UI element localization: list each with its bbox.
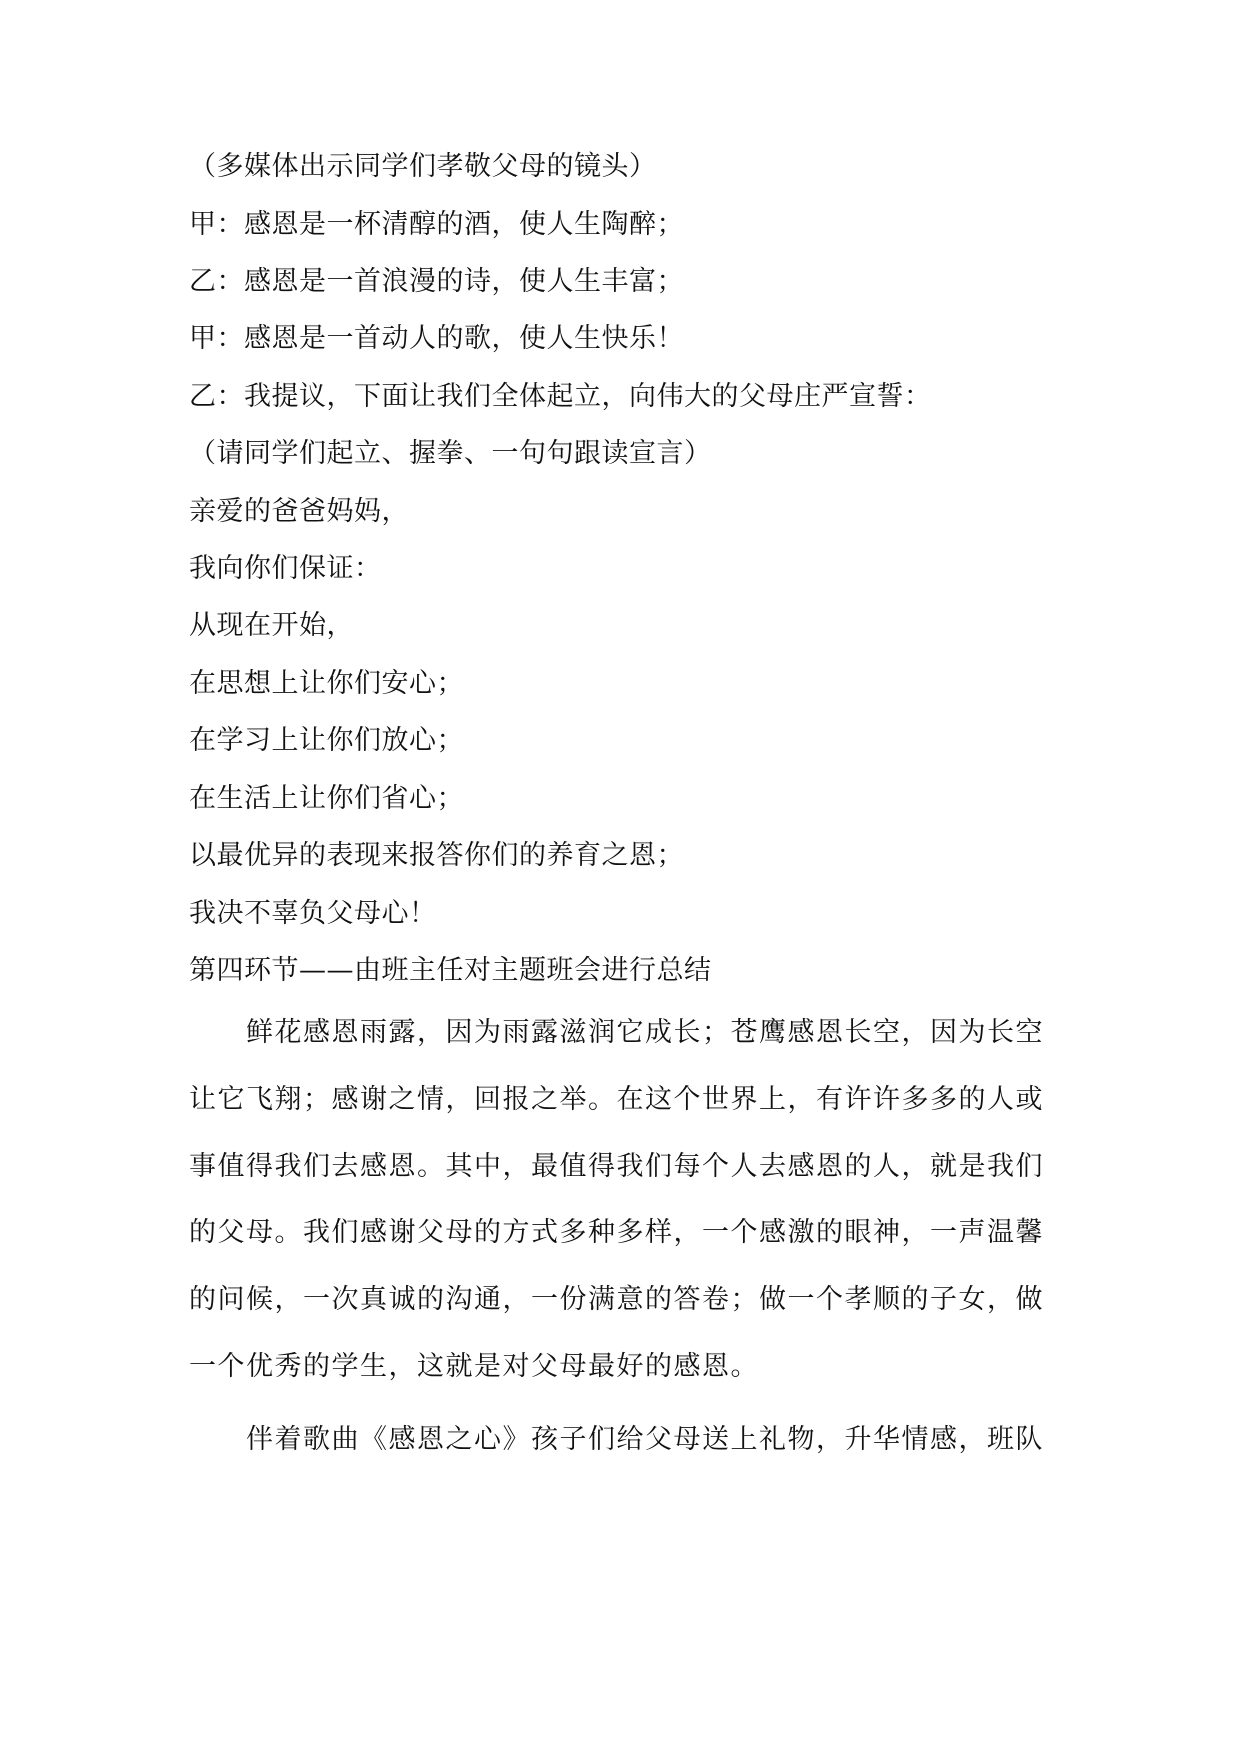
closing-paragraph-line: 伴着歌曲《感恩之心》孩子们给父母送上礼物，升华情感，班队 <box>246 1424 1044 1455</box>
oath-line-6: 在生活上让你们省心； <box>189 783 464 814</box>
oath-line-7: 以最优异的表现来报答你们的养育之恩； <box>189 840 684 871</box>
summary-paragraph-line: 事值得我们去感恩。其中，最值得我们每个人去感恩的人，就是我们 <box>189 1151 1044 1182</box>
dialogue-line-yi-1: 乙：感恩是一首浪漫的诗，使人生丰富； <box>189 266 684 297</box>
section-heading-part-four: 第四环节——由班主任对主题班会进行总结 <box>189 955 712 986</box>
dialogue-line-yi-2: 乙：我提议，下面让我们全体起立，向伟大的父母庄严宣誓： <box>189 381 932 412</box>
oath-line-5: 在学习上让你们放心； <box>189 725 464 756</box>
oath-line-1: 亲爱的爸爸妈妈， <box>189 496 409 527</box>
dialogue-line-jia-1: 甲：感恩是一杯清醇的酒，使人生陶醉； <box>189 209 684 240</box>
dialogue-line-jia-2: 甲：感恩是一首动人的歌，使人生快乐！ <box>189 323 684 354</box>
stage-direction-multimedia: （多媒体出示同学们孝敬父母的镜头） <box>189 151 657 182</box>
oath-line-4: 在思想上让你们安心； <box>189 668 464 699</box>
summary-paragraph-line: 让它飞翔；感谢之情，回报之举。在这个世界上，有许许多多的人或 <box>189 1084 1044 1115</box>
oath-line-8: 我决不辜负父母心！ <box>189 898 437 929</box>
summary-paragraph-line: 鲜花感恩雨露，因为雨露滋润它成长；苍鹰感恩长空，因为长空 <box>246 1017 1044 1048</box>
stage-direction-oath: （请同学们起立、握拳、一句句跟读宣言） <box>189 438 712 469</box>
oath-line-2: 我向你们保证： <box>189 553 382 584</box>
summary-paragraph-line: 的父母。我们感谢父母的方式多种多样，一个感激的眼神，一声温馨 <box>189 1217 1044 1248</box>
oath-line-3: 从现在开始， <box>189 610 354 641</box>
summary-paragraph-line: 一个优秀的学生，这就是对父母最好的感恩。 <box>189 1351 759 1382</box>
summary-paragraph-line: 的问候，一次真诚的沟通，一份满意的答卷；做一个孝顺的子女，做 <box>189 1284 1044 1315</box>
